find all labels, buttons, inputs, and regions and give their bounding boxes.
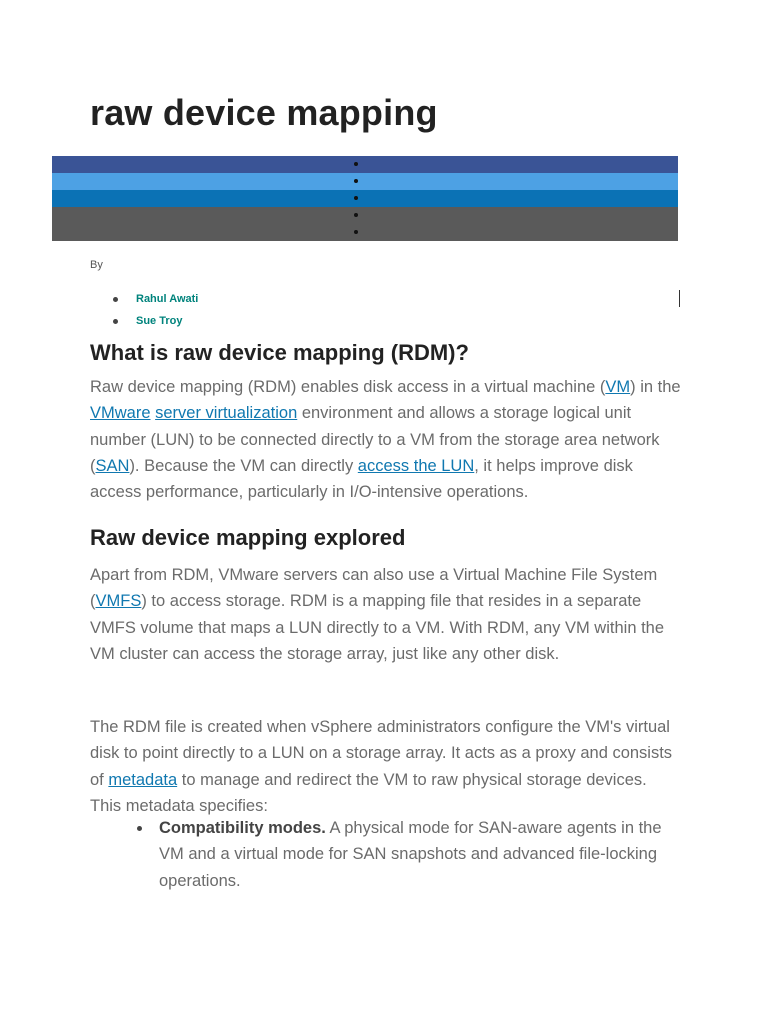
- bullet-icon: [113, 297, 118, 302]
- banner-dot-icon: [354, 196, 358, 200]
- text-cursor-icon: [679, 290, 680, 307]
- metadata-list: [90, 815, 682, 894]
- text-run: The RDM file is created when vSphere administrators configure the VM's virtual disk to point directly to a LUN on a storage array. It acts as a proxy and consists of: [90, 718, 673, 789]
- section-heading-what-is-rdm: What is raw device mapping (RDM)?: [90, 340, 469, 365]
- text-run: to manage and redirect the VM to raw physical storage devices. This metadata specifies:: [90, 770, 647, 815]
- byline-label: By: [90, 259, 103, 271]
- list-item-term: Compatibility modes.: [159, 819, 326, 837]
- paragraph-vmfs: [90, 562, 682, 667]
- text-run: Raw device mapping (RDM) enables disk access in a virtual machine (: [90, 378, 606, 396]
- link-metadata[interactable]: metadata: [108, 770, 178, 789]
- page-title: raw device mapping: [90, 92, 438, 133]
- banner-dot-icon: [354, 179, 358, 183]
- link-vmware[interactable]: VMware: [90, 404, 151, 423]
- link-vm[interactable]: VM: [605, 378, 631, 396]
- author-name[interactable]: Sue Troy: [136, 315, 183, 327]
- text-run: ) to access storage. RDM is a mapping file that resides in a separate VMFS volume that maps a LUN directly to a VM. With RDM, any VM within the VM cluster can access the storage array, just like any other disk.: [90, 592, 665, 663]
- banner-band-3: [52, 190, 678, 207]
- banner-dot-icon: [354, 230, 358, 234]
- link-vmfs[interactable]: VMFS: [95, 592, 142, 611]
- author-item[interactable]: [90, 312, 198, 334]
- header-banner: [52, 156, 678, 241]
- paragraph-definition: [90, 374, 682, 505]
- link-access-the-lun[interactable]: access the LUN: [357, 456, 475, 475]
- author-list: [90, 290, 198, 334]
- text-run: ). Because the VM can directly: [129, 456, 358, 475]
- text-run: , it helps improve disk access performance, particularly in I/O-intensive operations.: [90, 456, 633, 502]
- paragraph-rdm-file: [90, 714, 682, 819]
- link-server-virtualization[interactable]: server virtualization: [155, 404, 298, 423]
- banner-band-1: [52, 156, 678, 173]
- banner-band-4: [52, 207, 678, 241]
- list-item-text: A physical mode for SAN-aware agents in the VM and a virtual mode for SAN snapshots and advanced file-locking operations.: [159, 819, 662, 890]
- banner-dot-icon: [354, 162, 358, 166]
- list-item: [90, 815, 682, 894]
- text-run: Apart from RDM, VMware servers can also use a Virtual Machine File System (: [90, 566, 658, 611]
- author-name[interactable]: Rahul Awati: [136, 293, 199, 305]
- link-san[interactable]: SAN: [95, 456, 130, 475]
- bullet-icon: [137, 826, 142, 831]
- section-heading-rdm-explored: Raw device mapping explored: [90, 525, 406, 550]
- text-run: ) in the: [630, 378, 681, 396]
- text-run: environment and allows a storage logical unit number (LUN) to be connected directly to a VM from the storage area network (: [90, 404, 660, 475]
- banner-dot-icon: [354, 213, 358, 217]
- banner-band-2: [52, 173, 678, 190]
- bullet-icon: [113, 319, 118, 324]
- author-item[interactable]: [90, 290, 198, 312]
